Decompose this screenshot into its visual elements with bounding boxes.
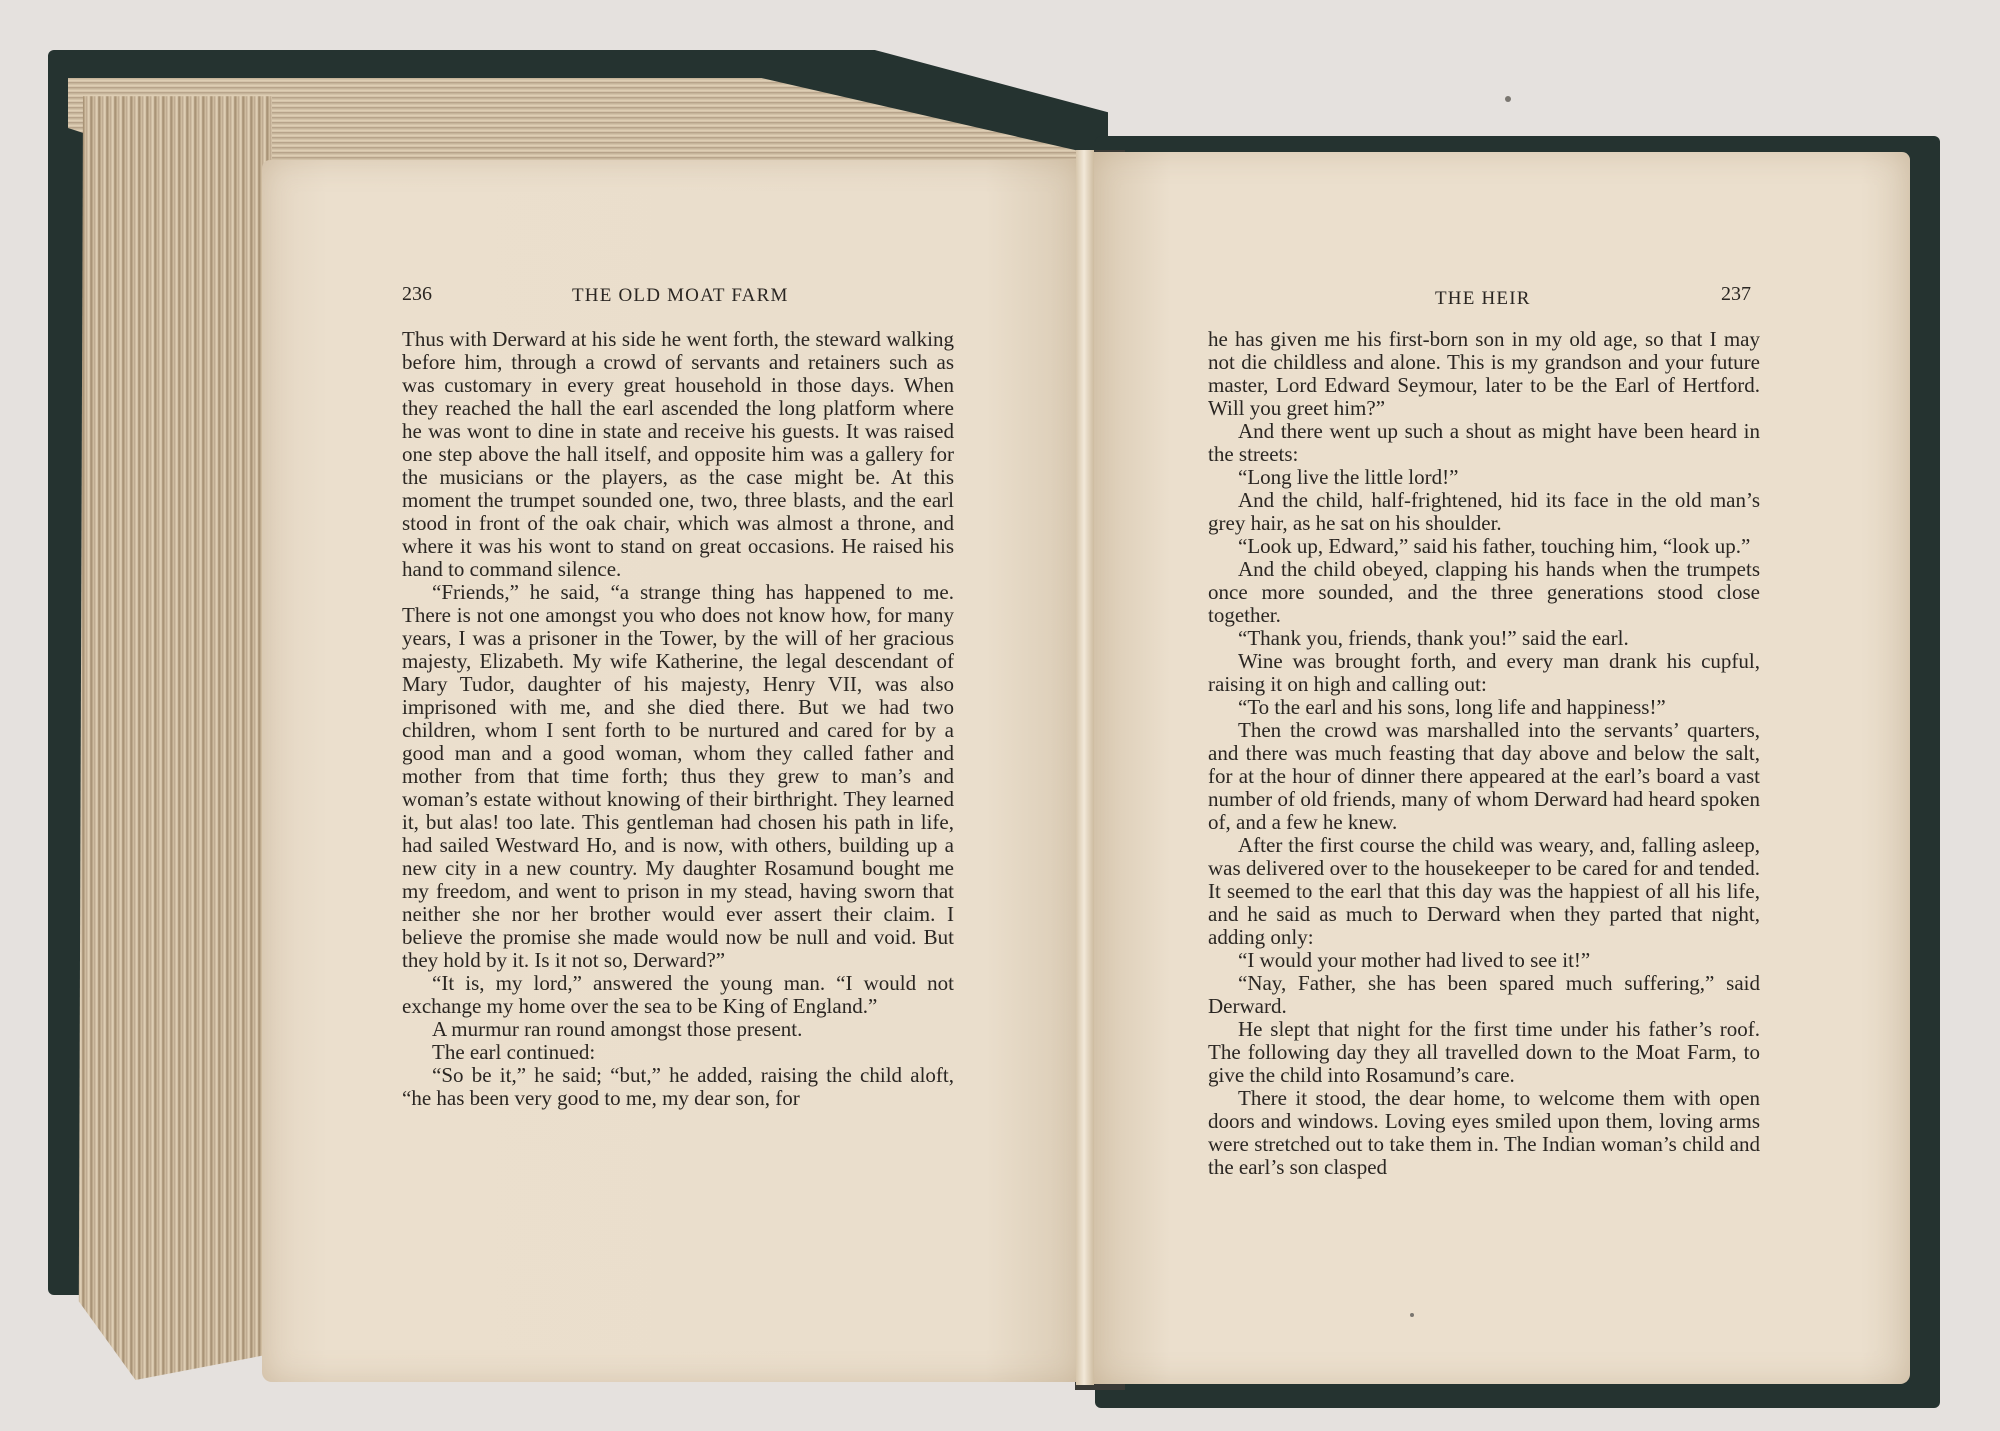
page-edges-side (62, 70, 272, 1380)
right-page-number: 237 (1721, 283, 1751, 305)
book-gutter (1076, 150, 1094, 1385)
dust-speck (1410, 1313, 1414, 1317)
left-page-text (402, 328, 954, 1110)
paragraph: “It is, my lord,” answered the young man. “I would not exchange my home over the sea to be King of England.” (402, 971, 954, 1018)
paragraph: And there went up such a shout as might have been heard in the streets: (1208, 419, 1760, 466)
paragraph: A murmur ran round amongst those present. (432, 1017, 803, 1041)
paragraph: And the child obeyed, clapping his hands when the trumpets once more sounded, and the three generations stood close together. (1208, 557, 1760, 627)
paragraph: “Thank you, friends, thank you!” said the earl. (1238, 626, 1629, 650)
left-page-number: 236 (402, 283, 432, 305)
paragraph: “Look up, Edward,” said his father, touching him, “look up.” (1238, 534, 1751, 558)
paragraph: “I would your mother had lived to see it!” (1238, 948, 1591, 972)
left-running-head: THE OLD MOAT FARM (572, 285, 789, 306)
paragraph: Wine was brought forth, and every man drank his cupful, raising it on high and calling out: (1208, 649, 1760, 696)
paragraph: “Nay, Father, she has been spared much suffering,” said Derward. (1208, 971, 1760, 1018)
paragraph: “So be it,” he said; “but,” he added, raising the child aloft, “he has been very good to me, my dear son, for (402, 1063, 954, 1110)
paragraph: he has given me his first-born son in my old age, so that I may not die childless and alone. This is my grandson and your future master, Lord Edward Seymour, later to be the Earl of Hertford. Will you greet him?” (1208, 327, 1760, 420)
right-page-text (1208, 328, 1760, 1179)
paragraph: There it stood, the dear home, to welcome them with open doors and windows. Loving eyes smiled upon them, loving arms were stretched out to take them in. The Indian woman’s child and the earl’s son clasped (1208, 1086, 1760, 1179)
dust-speck (1505, 96, 1511, 102)
paragraph: After the first course the child was weary, and, falling asleep, was delivered over to the housekeeper to be cared for and tended. It seemed to the earl that this day was the happiest of all his life, and he said as much to Derward when they parted that night, adding only: (1208, 833, 1760, 949)
right-running-head: THE HEIR (1435, 288, 1531, 309)
paragraph: “Friends,” he said, “a strange thing has happened to me. There is not one amongst you who does not know how, for many years, I was a prisoner in the Tower, by the will of her gracious majesty, Elizabeth. My wife Katherine, the legal descendant of Mary Tudor, daughter of his majesty, Henry VII, was also imprisoned with me, and she died there. But we had two children, whom I sent forth to be nurtured and cared for by a good man and a good woman, whom they called father and mother from that time forth; thus they grew to man’s and woman’s estate without knowing of their birthright. They learned it, but alas! too late. This gentleman had chosen his path in life, had sailed Westward Ho, and is now, with others, building up a new city in a new country. My daughter Rosamund bought me my freedom, and went to prison in my stead, having sworn that neither she nor her brother would ever assert their claim. I believe the promise she made would now be null and void. But they hold by it. Is it not so, Derward?” (402, 580, 954, 972)
paragraph: “Long live the little lord!” (1238, 465, 1459, 489)
paragraph: Thus with Derward at his side he went forth, the steward walking before him, through a crowd of servants and retainers such as was customary in every great household in those days. When they reached the hall the earl ascended the long platform where he was wont to dine in state and receive his guests. It was raised one step above the hall itself, and opposite him was a gallery for the musicians or the players, as the case might be. At this moment the trumpet sounded one, two, three blasts, and the earl stood in front of the oak chair, which was almost a throne, and where it was his wont to stand on great occasions. He raised his hand to command silence. (402, 327, 954, 581)
paragraph: And the child, half-frightened, hid its face in the old man’s grey hair, as he sat on his shoulder. (1208, 488, 1760, 535)
paragraph: Then the crowd was marshalled into the servants’ quarters, and there was much feasting that day above and below the salt, for at the hour of dinner there appeared at the earl’s board a vast number of old friends, many of whom Derward had heard spoken of, and a few he knew. (1208, 718, 1760, 834)
paragraph: “To the earl and his sons, long life and happiness!” (1238, 695, 1666, 719)
paragraph: He slept that night for the first time under his father’s roof. The following day they all travelled down to the Moat Farm, to give the child into Rosamund’s care. (1208, 1017, 1760, 1087)
paragraph: The earl continued: (432, 1040, 596, 1064)
